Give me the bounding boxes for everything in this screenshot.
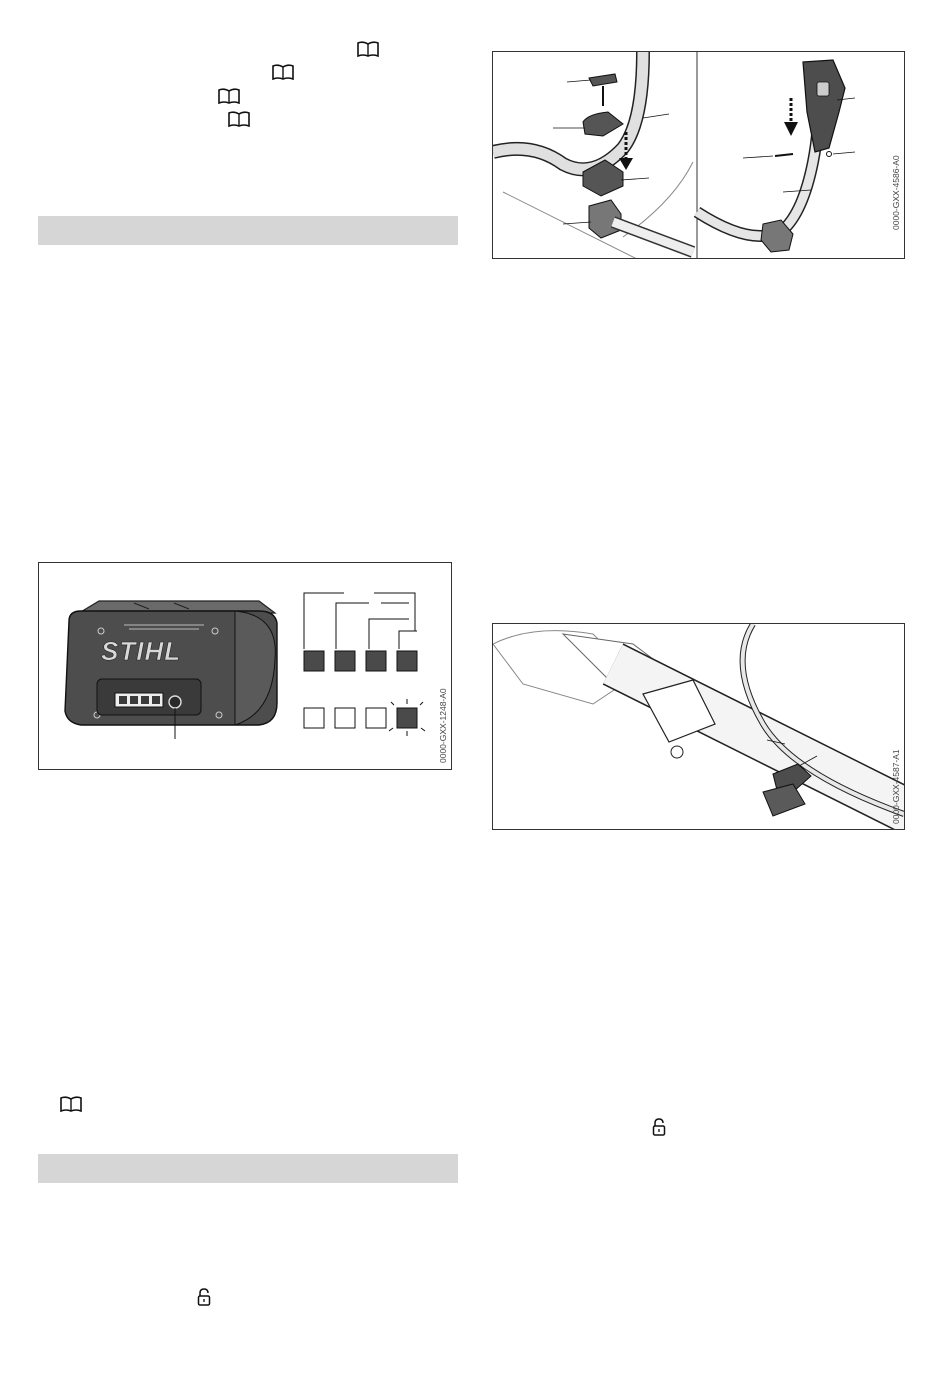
section-heading-bar: [38, 216, 458, 245]
manual-reference-icon: [218, 88, 240, 104]
cable-clip-illustration: [493, 624, 904, 829]
figure-id: 0000-GXX-4586-A0: [891, 155, 901, 230]
manual-reference-icon: [357, 41, 379, 57]
padlock-icon: [197, 1288, 211, 1306]
manual-reference-icon: [228, 111, 250, 127]
handle-assembly-figure: [492, 51, 905, 259]
figure-id: 0000-GXX-1248-A0: [438, 688, 448, 763]
manual-reference-icon: [272, 64, 294, 80]
stihl-logo: STIHL: [101, 636, 182, 666]
section-heading-bar: [38, 1154, 458, 1183]
cable-clip-figure: [492, 623, 905, 830]
handle-assembly-illustration: [493, 52, 904, 258]
manual-reference-icon: [60, 1096, 82, 1112]
figure-id: 0000-GXX-4587-A1: [891, 749, 901, 824]
battery-illustration: [39, 563, 451, 769]
padlock-icon: [652, 1118, 666, 1136]
battery-figure: [38, 562, 452, 770]
